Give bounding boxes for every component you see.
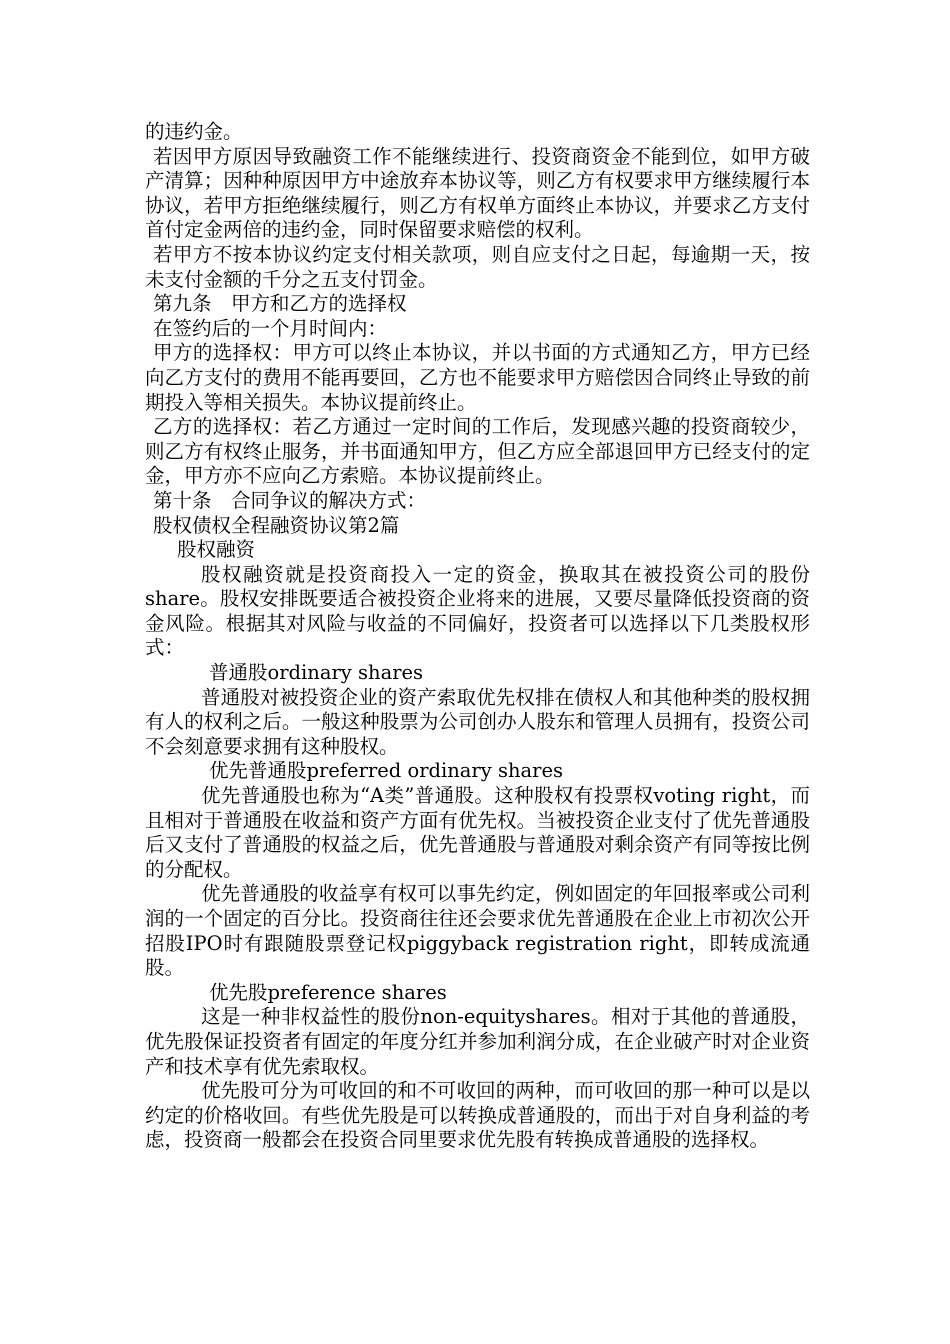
subsection-heading: 优先股preference shares [209,980,447,1004]
paragraph: 在签约后的一个月时间内： [153,316,388,340]
paragraph: 乙方的选择权：若乙方通过一定时间的工作后，发现感兴趣的投资商较少，则乙方有权终止服务，并书面通知甲方，但乙方应全部退回甲方已经支付的定金，甲方亦不应向乙方索赔。本协议提前终止。 [145,415,810,488]
article-heading: 第九条 甲方和乙方的选择权 [153,292,407,316]
article-heading: 第十条 合同争议的解决方式： [153,488,427,512]
section-heading: 股权融资 [177,538,256,562]
paragraph: 优先普通股的收益享有权可以事先约定，例如固定的年回报率或公司利润的一个固定的百分比。投资商往往还会要求优先普通股在企业上市初次公开招股IPO时有跟随股票登记权piggyback registration right，即转成流通股。 [145,882,810,980]
paragraph: 普通股对被投资企业的资产索取优先权排在债权人和其他种类的股权拥有人的权利之后。一般这种股票为公司创办人股东和管理人员拥有，投资公司不会刻意要求拥有这种股权。 [145,685,810,758]
section-title: 股权债权全程融资协议第2篇 [153,513,400,537]
paragraph: 优先股可分为可收回的和不可收回的两种，而可收回的那一种可以是以约定的价格收回。有些优先股是可以转换成普通股的，而出于对自身利益的考虑，投资商一般都会在投资合同里要求优先股有转换成普通股的选择权。 [145,1079,810,1152]
subsection-heading: 优先普通股preferred ordinary shares [209,759,564,783]
paragraph: 甲方的选择权：甲方可以终止本协议，并以书面的方式通知乙方，甲方已经向乙方支付的费用不能再要回，乙方也不能要求甲方赔偿因合同终止导致的前期投入等相关损失。本协议提前终止。 [145,341,810,414]
subsection-heading: 普通股ordinary shares [209,661,424,685]
paragraph: 这是一种非权益性的股份non-equityshares。相对于其他的普通股，优先股保证投资者有固定的年度分红并参加利润分成，在企业破产时对企业资产和技术享有优先索取权。 [145,1005,810,1078]
paragraph: 优先普通股也称为“A类”普通股。这种股权有投票权voting right，而且相对于普通股在收益和资产方面有优先权。当被投资企业支付了优先普通股后又支付了普通股的权益之后，优先普通股与普通股对剩余资产有同等按比例的分配权。 [145,784,810,881]
paragraph: 若甲方不按本协议约定支付相关款项，则自应支付之日起，每逾期一天，按未支付金额的千分之五支付罚金。 [145,242,810,291]
paragraph: 股权融资就是投资商投入一定的资金，换取其在被投资公司的股份share。股权安排既要适合被投资企业将来的进展，又要尽量降低投资商的资金风险。根据其对风险与收益的不同偏好，投资者可以选择以下几类股权形式： [145,562,810,660]
paragraph: 若因甲方原因导致融资工作不能继续进行、投资商资金不能到位，如甲方破产清算；因种种原因甲方中途放弃本协议等，则乙方有权要求甲方继续履行本协议，若甲方拒绝继续履行，则乙方有权单方面终止本协议，并要求乙方支付首付定金两倍的违约金，同时保留要求赔偿的权利。 [145,144,810,242]
document-body [145,120,810,1153]
paragraph: 的违约金。 [145,120,243,143]
